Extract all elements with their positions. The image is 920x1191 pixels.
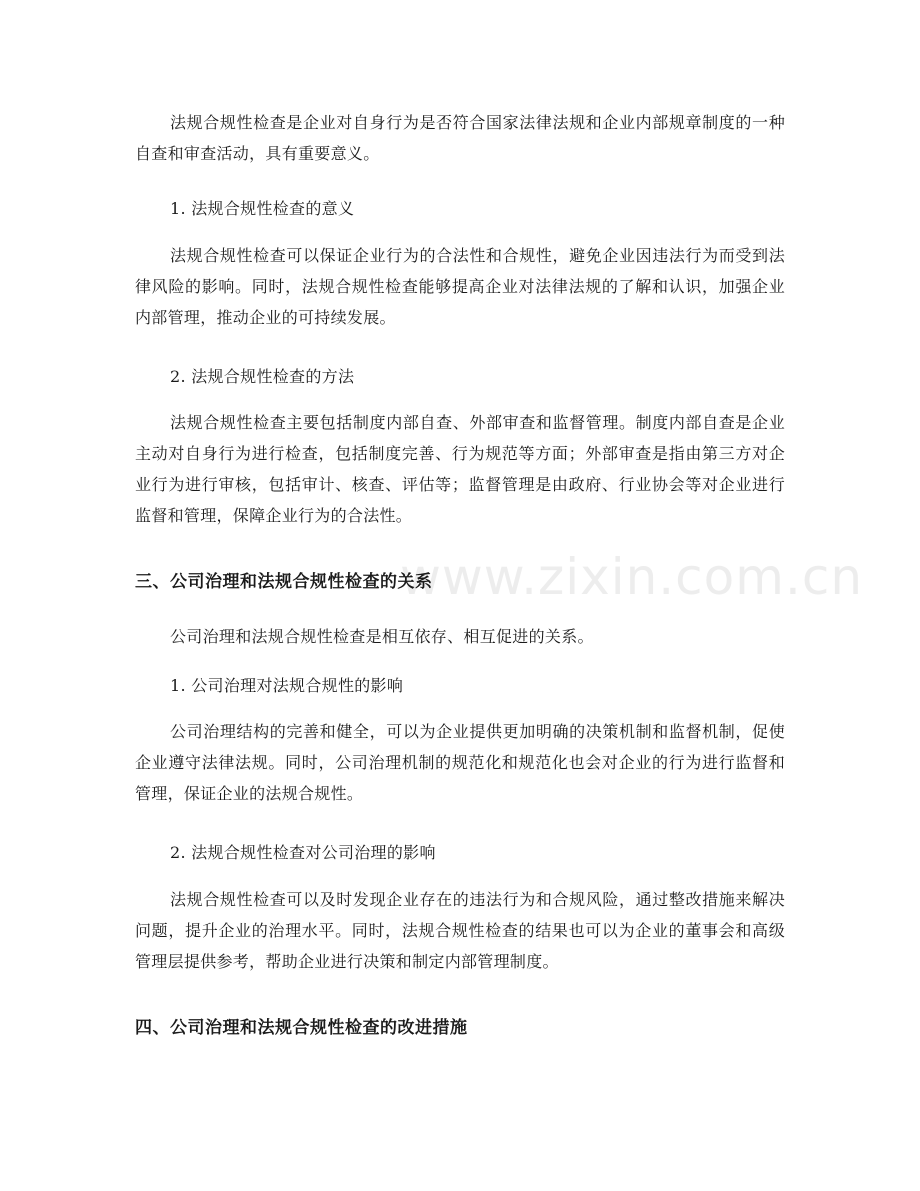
section-heading-4: 四、公司治理和法规合规性检查的改进措施 [135,1018,468,1038]
watermark: www.zixin.com.cn [400,548,864,606]
compliance-impact-paragraph: 法规合规性检查可以及时发现企业存在的违法行为和合规风险，通过整改措施来解决问题，提升企业的治理水平。同时，法规合规性检查的结果也可以为企业的董事会和高级管理层提供参考，帮助企业进行决策和制定内部管理制度。 [135,890,785,971]
subheading-significance: 1. 法规合规性检查的意义 [170,199,355,218]
relationship-paragraph: 公司治理和法规合规性检查是相互依存、相互促进的关系。 [170,627,594,646]
methods-paragraph: 法规合规性检查主要包括制度内部自查、外部审查和监督管理。制度内部自查是企业主动对自身行为进行检查，包括制度完善、行为规范等方面；外部审查是指由第三方对企业行为进行审核，包括审计、核查、评估等；监督管理是由政府、行业协会等对企业进行监督和管理，保障企业行为的合法性。 [135,413,785,525]
subheading-governance-impact: 1. 公司治理对法规合规性的影响 [170,676,404,695]
section-heading-3: 三、公司治理和法规合规性检查的关系 [135,572,433,592]
significance-paragraph: 法规合规性检查可以保证企业行为的合法性和合规性，避免企业因违法行为而受到法律风险的影响。同时，法规合规性检查能够提高企业对法律法规的了解和认识，加强企业内部管理，推动企业的可持续发展。 [135,246,785,327]
subheading-methods: 2. 法规合规性检查的方法 [170,367,355,386]
intro-paragraph: 法规合规性检查是企业对自身行为是否符合国家法律法规和企业内部规章制度的一种自查和审查活动，具有重要意义。 [135,113,785,163]
subheading-compliance-impact: 2. 法规合规性检查对公司治理的影响 [170,843,436,862]
governance-impact-paragraph: 公司治理结构的完善和健全，可以为企业提供更加明确的决策机制和监督机制，促使企业遵守法律法规。同时，公司治理机制的规范化和规范化也会对企业的行为进行监督和管理，保证企业的法规合规性。 [135,722,785,803]
